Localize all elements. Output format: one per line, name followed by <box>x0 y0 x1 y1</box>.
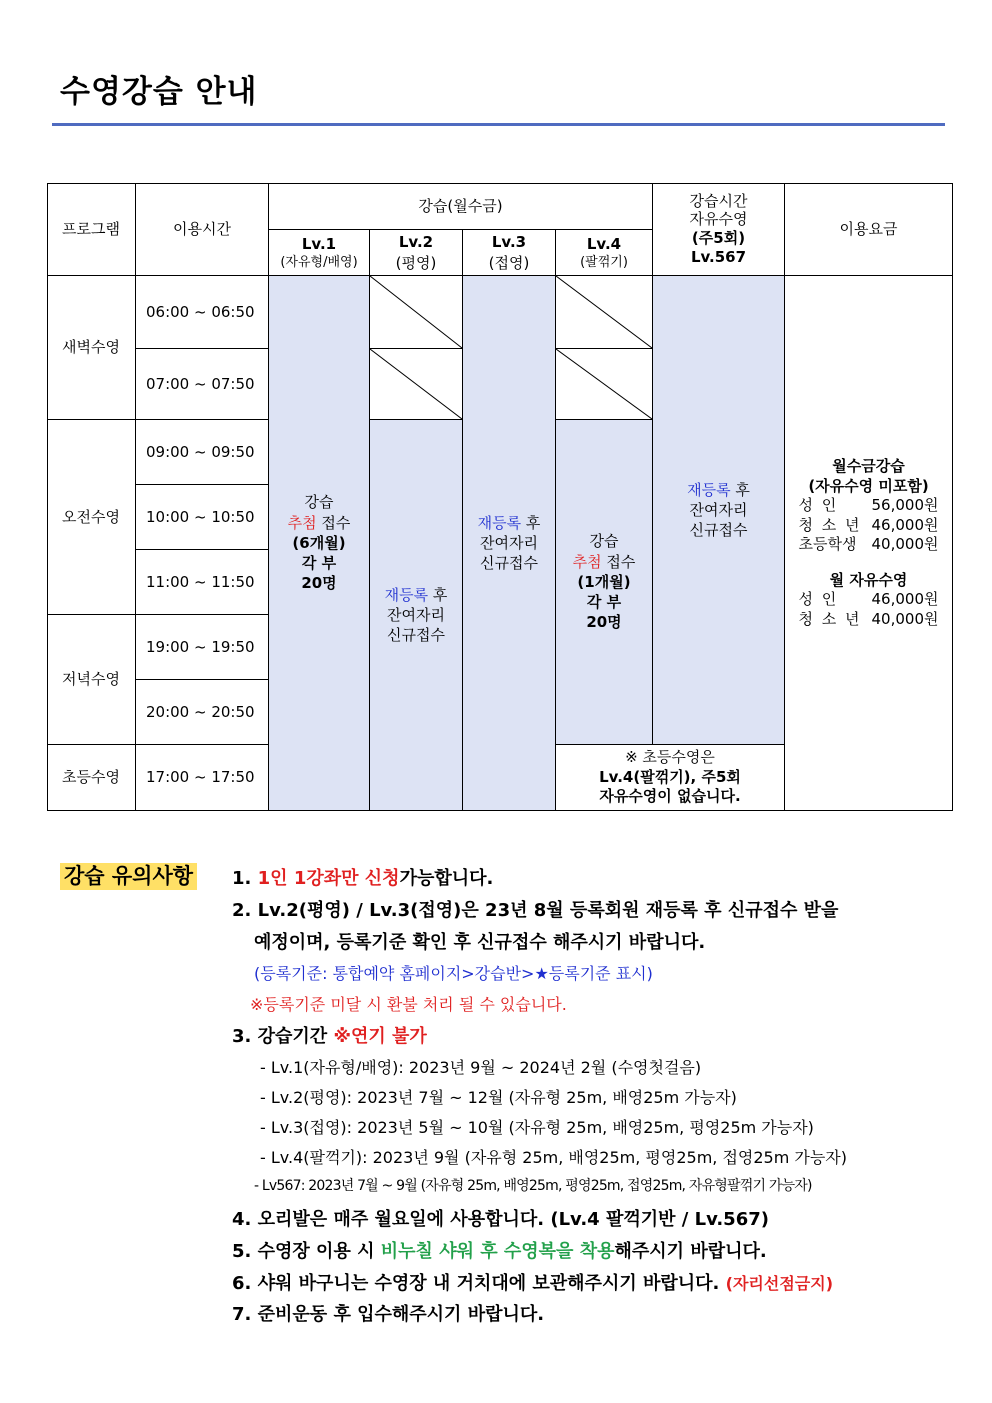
period-item: - Lv.1(자유형/배영): 2023년 9월 ~ 2024년 2월 (수영첫걸음) <box>260 1058 702 1077</box>
lv1-info-cell <box>269 276 370 811</box>
lv4-sub: (팔꺾기) <box>580 254 628 270</box>
lv3-label: Lv.3 <box>491 233 527 252</box>
after-text: 후 <box>428 585 448 604</box>
program-morning: 오전수영 <box>47 420 136 615</box>
lv3-sub: (접영) <box>488 253 530 272</box>
note-3-highlight: ※연기 불가 <box>333 1026 427 1047</box>
program-dawn: 새벽수영 <box>47 276 136 420</box>
lv1-info-line2 <box>288 513 351 533</box>
slash-line <box>556 349 652 419</box>
fee-row <box>799 590 939 610</box>
lv2-label: Lv.2 <box>398 233 434 252</box>
fee-cell <box>785 276 953 811</box>
free-info-line1 <box>687 480 750 500</box>
free-header-line1: 강습시간 <box>689 191 748 210</box>
header-lv3 <box>463 230 556 276</box>
fee-label: 성 인 <box>798 590 839 608</box>
lv1-info-line3: (6개월) <box>292 533 346 552</box>
note-2-warning: ※등록기준 미달 시 환불 처리 될 수 있습니다. <box>250 995 567 1014</box>
free-header-line4: Lv.567 <box>690 247 747 266</box>
lv1-accept-text: 접수 <box>316 513 351 532</box>
fee-label: 청 소 년 <box>798 609 862 628</box>
program-kids: 초등수영 <box>47 745 136 811</box>
lv4-lottery-text: 추첨 <box>572 552 602 571</box>
kids-note-line2: Lv.4(팔꺾기), 주5회 <box>599 767 741 786</box>
period-item: - Lv.2(평영): 2023년 7월 ~ 12월 (자유형 25m, 배영25m 가능자) <box>260 1088 737 1107</box>
fee-row <box>799 610 939 630</box>
lv1-info-line4: 각 부 <box>301 554 337 573</box>
slash-line <box>370 276 462 348</box>
note-7: 7. 준비운동 후 입수해주시기 바랍니다. <box>232 1304 545 1325</box>
fee-label: 성 인 <box>798 496 839 514</box>
kids-note-line3: 자유수영이 없습니다. <box>599 787 741 806</box>
kids-note-cell <box>556 745 785 811</box>
slash-line <box>370 349 462 419</box>
lv3-info-line3: 신규접수 <box>480 554 538 573</box>
lv4-info-line2 <box>573 552 636 572</box>
note-1 <box>232 864 493 890</box>
after-text: 후 <box>730 480 750 499</box>
time-slot: 19:00 ~ 19:50 <box>136 615 269 680</box>
lv1-lottery-text: 추첨 <box>287 513 317 532</box>
period-item: - Lv.3(접영): 2023년 5월 ~ 10월 (자유형 25m, 배영25m, 평영25m 가능자) <box>260 1118 814 1137</box>
lv4-accept-text: 접수 <box>601 552 636 571</box>
note-2-criteria: (등록기준: 통합예약 홈페이지>강습반>★등록기준 표시) <box>254 964 653 983</box>
header-lv4 <box>556 230 653 276</box>
lv4-label: Lv.4 <box>586 234 622 253</box>
note-3-head <box>232 1022 427 1048</box>
time-slot: 17:00 ~ 17:50 <box>136 745 269 811</box>
lv2-info-line3: 신규접수 <box>387 626 445 645</box>
fee-row <box>799 535 939 555</box>
header-program: 프로그램 <box>47 183 136 276</box>
time-slot: 06:00 ~ 06:50 <box>136 276 269 349</box>
note-1-number: 1. <box>232 868 252 889</box>
note-2-line1: 2. Lv.2(평영) / Lv.3(접영)은 23년 8월 등록회원 재등록 후 신규접수 받을 <box>232 900 839 921</box>
fee-price: 46,000원 <box>871 515 939 534</box>
note-1-text: 가능합니다. <box>399 868 494 889</box>
note-5-text-b: 해주시기 바랍니다. <box>614 1241 767 1262</box>
fee-price: 46,000원 <box>871 590 939 608</box>
fee-price: 40,000원 <box>871 609 939 628</box>
lv4-info-line5: 20명 <box>586 613 622 632</box>
empty-slash-cell <box>556 276 653 349</box>
re-register-text: 재등록 <box>477 513 522 532</box>
title-divider <box>52 123 945 126</box>
lv2-info-line1 <box>385 585 448 605</box>
free-info-line3: 신규접수 <box>689 521 748 540</box>
empty-slash-cell <box>370 276 463 349</box>
slash-line <box>556 276 652 348</box>
note-1-highlight: 1인 1강좌만 신청 <box>257 868 400 889</box>
note-6-highlight: (자리선점금지) <box>725 1274 834 1293</box>
schedule-table <box>47 183 953 811</box>
lv4-info-line1: 강습 <box>589 532 619 551</box>
notes-label: 강습 유의사항 <box>60 863 197 890</box>
period-item: - Lv567: 2023년 7월 ~ 9월 (자유형 25m, 배영25m, 평영25m, 접영25m, 자유형팔꺾기 가능자) <box>254 1178 812 1194</box>
time-slot: 09:00 ~ 09:50 <box>136 420 269 485</box>
lv3-info-line2: 잔여자리 <box>480 533 538 552</box>
lv4-info-line4: 각 부 <box>586 593 622 612</box>
lv2-sub: (평영) <box>395 253 437 272</box>
header-fee: 이용요금 <box>785 183 953 276</box>
fee-label: 초등학생 <box>798 535 857 553</box>
fee-free-title: 월 자유수영 <box>829 570 908 589</box>
note-6 <box>232 1269 833 1295</box>
fee-monthly-sub: (자유수영 미포함) <box>808 476 929 495</box>
free-header-line2: 자유수영 <box>689 210 748 229</box>
note-2-line2: 예정이며, 등록기준 확인 후 신규접수 해주시기 바랍니다. <box>254 932 706 953</box>
lv1-sub: (자유형/배영) <box>280 254 358 270</box>
note-6-text: 6. 샤워 바구니는 수영장 내 거치대에 보관해주시기 바랍니다. <box>232 1273 726 1294</box>
header-free-swim <box>653 183 785 276</box>
fee-row <box>799 516 939 536</box>
fee-label: 청 소 년 <box>798 515 862 534</box>
note-5 <box>232 1237 767 1263</box>
lv1-info-line5: 20명 <box>301 574 337 593</box>
header-lv2 <box>370 230 463 276</box>
note-4: 4. 오리발은 매주 월요일에 사용합니다. (Lv.4 팔꺽기반 / Lv.567) <box>232 1209 769 1230</box>
note-5-highlight: 비누칠 샤워 후 수영복을 착용 <box>380 1241 615 1262</box>
note-3-text: 3. 강습기간 <box>232 1026 334 1047</box>
header-lesson: 강습(월수금) <box>269 183 653 230</box>
re-register-text: 재등록 <box>687 480 731 499</box>
empty-slash-cell <box>556 349 653 420</box>
page-title: 수영강습 안내 <box>60 74 258 110</box>
lv1-label: Lv.1 <box>301 234 337 253</box>
free-swim-info-cell <box>653 276 785 745</box>
free-info-line2: 잔여자리 <box>689 500 748 519</box>
fee-monthly-title: 월수금강습 <box>832 457 905 475</box>
lv4-info-cell <box>556 420 653 745</box>
fee-row <box>799 496 939 516</box>
fee-price: 56,000원 <box>871 496 939 514</box>
program-evening: 저녁수영 <box>47 615 136 745</box>
header-time: 이용시간 <box>136 183 269 276</box>
free-header-line3: (주5회) <box>691 229 746 247</box>
header-lv1 <box>269 230 370 276</box>
lv2-info-line2: 잔여자리 <box>387 605 445 624</box>
note-5-text-a: 5. 수영장 이용 시 <box>232 1241 381 1262</box>
empty-slash-cell <box>370 349 463 420</box>
lv1-info-line1: 강습 <box>304 493 334 512</box>
kids-note-line1: ※ 초등수영은 <box>625 748 715 767</box>
time-slot: 20:00 ~ 20:50 <box>136 680 269 745</box>
lv3-info-line1 <box>478 513 541 533</box>
lv2-info-cell <box>370 420 463 811</box>
time-slot: 11:00 ~ 11:50 <box>136 550 269 615</box>
lv4-info-line3: (1개월) <box>577 572 631 591</box>
period-item: - Lv.4(팔꺽기): 2023년 9월 (자유형 25m, 배영25m, 평영25m, 접영25m 가능자) <box>260 1148 848 1167</box>
time-slot: 07:00 ~ 07:50 <box>136 349 269 420</box>
time-slot: 10:00 ~ 10:50 <box>136 485 269 550</box>
after-text: 후 <box>521 513 541 532</box>
lv3-info-cell <box>463 276 556 811</box>
re-register-text: 재등록 <box>384 585 429 604</box>
fee-price: 40,000원 <box>871 535 939 553</box>
